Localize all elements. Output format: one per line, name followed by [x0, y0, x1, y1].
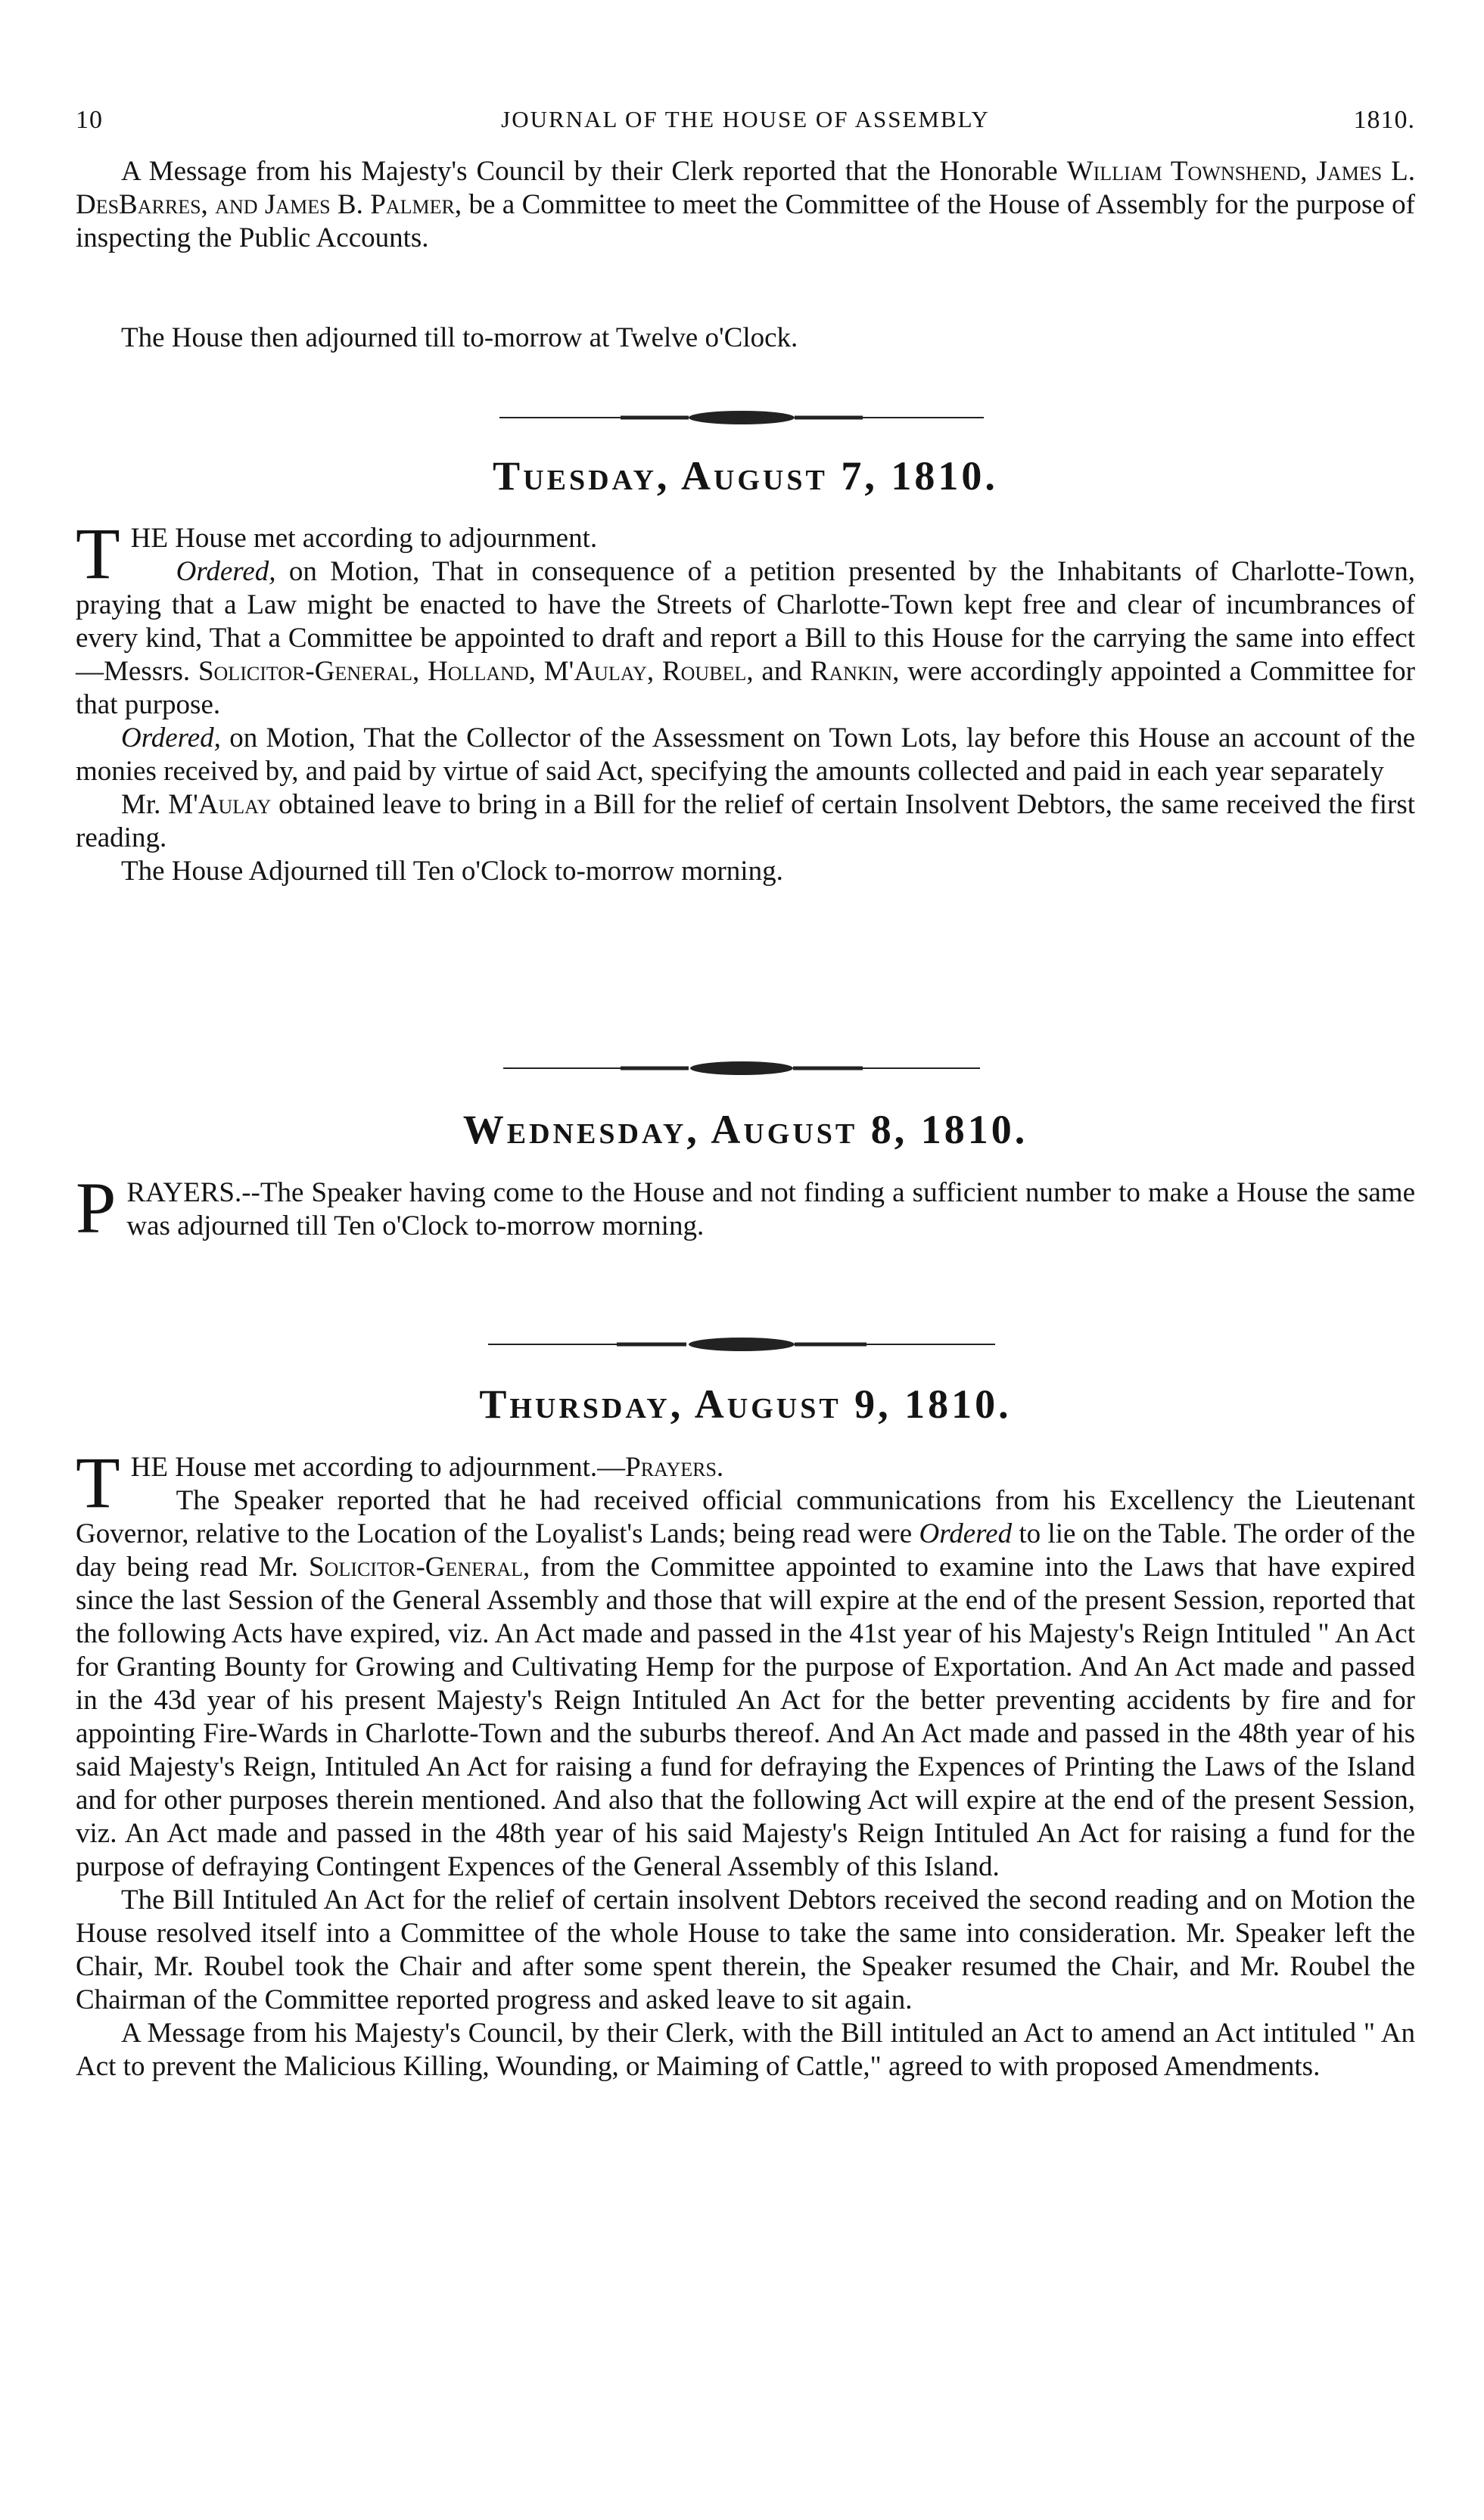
maulay-text-b: obtained leave to bring in a Bill for the relief of certain Insolvent Debtors, the same received the first reading. [76, 789, 1415, 853]
drop-cap-t: T [76, 513, 120, 594]
maulay-bill-paragraph [76, 788, 1415, 855]
streets-committee-names: Solicitor-General, Holland, M'Aulay, Roubel, [198, 656, 754, 687]
streets-committee-and: and [753, 656, 810, 687]
aug8-text: RAYERS.--The Speaker having come to the House and not finding a sufficient number to make a House the same was adjourned till Ten o'Clock to-morrow morning. [126, 1177, 1415, 1241]
page-number: 10 [76, 106, 103, 134]
aug8-entry [76, 1167, 1415, 1248]
drop-cap-p: P [76, 1167, 117, 1248]
section-divider-ornament [499, 409, 984, 427]
date-heading-aug-7: Tuesday, August 7, 1810. [493, 453, 998, 499]
solicitor-general-name: Solicitor-General, [309, 1552, 530, 1583]
streets-committee-last-name: Rankin, [810, 656, 900, 687]
ordered-streets-paragraph [76, 555, 1415, 722]
insolvent-bill-paragraph: The Bill Intituled An Act for the relief of certain insolvent Debtors received the second reading and on Motion the House resolved itself into a Committee of the whole House to take the same into consideration. Mr. Speaker left the Chair, Mr. Roubel took the Chair and after some spent therein, the Speaker resumed the Chair, and Mr. Roubel the Chairman of the Committee reported progress and asked leave to sit again. [76, 1885, 1415, 2015]
date-heading-aug-9: Thursday, August 9, 1810. [479, 1381, 1012, 1427]
section-divider-ornament [503, 1059, 980, 1077]
speaker-text-c: from the Committee appointed to examine into the Laws that have expired since the last Session of the General Assembly and those that will expire at the end of the present Session, reported that the following Acts have expired, viz. An Act made and passed in the 41st year of his Majesty's Reign Intituled " An Act for Granting Bounty for Growing and Cultivating Hemp for the purpose of Exportation. And An Act made and passed in the 43d year of his present Majesty's Reign Intituled An Act for the better preventing accidents by fire and for appointing Fire-Wards in Charlotte-Town and the suburbs thereof. And An Act made and passed in the 48th year of his said Majesty's Reign, Intituled An Act for raising a fund for defraying the Expences of Printing the Laws of the Island and for other purposes therein mentioned. And also that the following Act will expire at the end of the present Session, viz. An Act made and passed in the 48th year of his said Majesty's Reign Intituled An Act for raising a fund for the purpose of defraying Contingent Expences of the General Assembly of this Island. [76, 1552, 1415, 1882]
maulay-name: M'Aulay [168, 789, 272, 820]
ordered-assessment-paragraph [76, 722, 1415, 788]
ordered-assessment-text: on Motion, That the Collector of the Assessment on Town Lots, lay before this House an account of the monies received by, and paid by virtue of said Act, specifying the amounts collected and paid in each year separately [76, 722, 1415, 787]
aug7-first-line: HE House met according to adjournment. [130, 523, 598, 554]
aug9-entry [76, 1442, 1415, 2083]
ordered-streets-text-a: on Motion, That in consequence of a petition presented by the Inhabitants of Charlotte-Town, praying that a Law might be enacted to have the Streets of Charlotte-Town kept free and clear of incumbrances of every kind, That a Committee be appointed to draft and report a Bill to this House for the carrying the same into effect—Messrs. [76, 556, 1415, 687]
speaker-text-b: to lie on the Table. The order of the day being read Mr. [76, 1518, 1415, 1583]
ordered-emphasis-2: Ordered, [121, 722, 221, 754]
committee-names: William Townshend, James L. DesBarres, and James B. Palmer, [76, 156, 1415, 220]
aug7-entry [76, 513, 1415, 888]
ordered-emphasis: Ordered, [176, 556, 276, 587]
running-title: JOURNAL OF THE HOUSE OF ASSEMBLY [501, 106, 990, 132]
council-message-text-b: be a Committee to meet the Committee of the House of Assembly for the purpose of inspecting the Public Accounts. [76, 189, 1416, 253]
aug9-first-line: HE House met according to adjournment.— [130, 1452, 626, 1483]
adjourn-paragraph-aug7: The House Adjourned till Ten o'Clock to-morrow morning. [121, 856, 783, 887]
council-message-text-a: A Message from his Majesty's Council by their Clerk reported that the Honorable [121, 156, 1067, 187]
section-divider-ornament [488, 1335, 995, 1353]
drop-cap-t-2: T [76, 1442, 120, 1523]
council-message-cattle-paragraph: A Message from his Majesty's Council, by their Clerk, with the Bill intituled an Act to amend an Act intituled " An Act to prevent the Malicious Killing, Wounding, or Maiming of Cattle," agreed to with proposed Amendments. [76, 2018, 1415, 2082]
prayers-label: Prayers. [625, 1452, 724, 1483]
speaker-text-a: The Speaker reported that he had received official communications from his Excellency the Lieutenant Governor, relative to the Location of the Loyalist's Lands; being read were [76, 1485, 1415, 1549]
header-year: 1810. [1353, 106, 1415, 134]
date-heading-aug-8: Wednesday, August 8, 1810. [462, 1107, 1028, 1152]
speaker-report-paragraph [76, 1484, 1415, 1884]
running-header [76, 106, 1415, 151]
council-message-paragraph [76, 155, 1415, 255]
ordered-streets-text-b: were accordingly appointed a Committee for that purpose. [76, 656, 1415, 720]
adjourn-paragraph-aug6: The House then adjourned till to-morrow at Twelve o'Clock. [121, 322, 798, 353]
ordered-emphasis-3: Ordered [919, 1518, 1013, 1549]
maulay-text-a: Mr. [121, 789, 169, 820]
